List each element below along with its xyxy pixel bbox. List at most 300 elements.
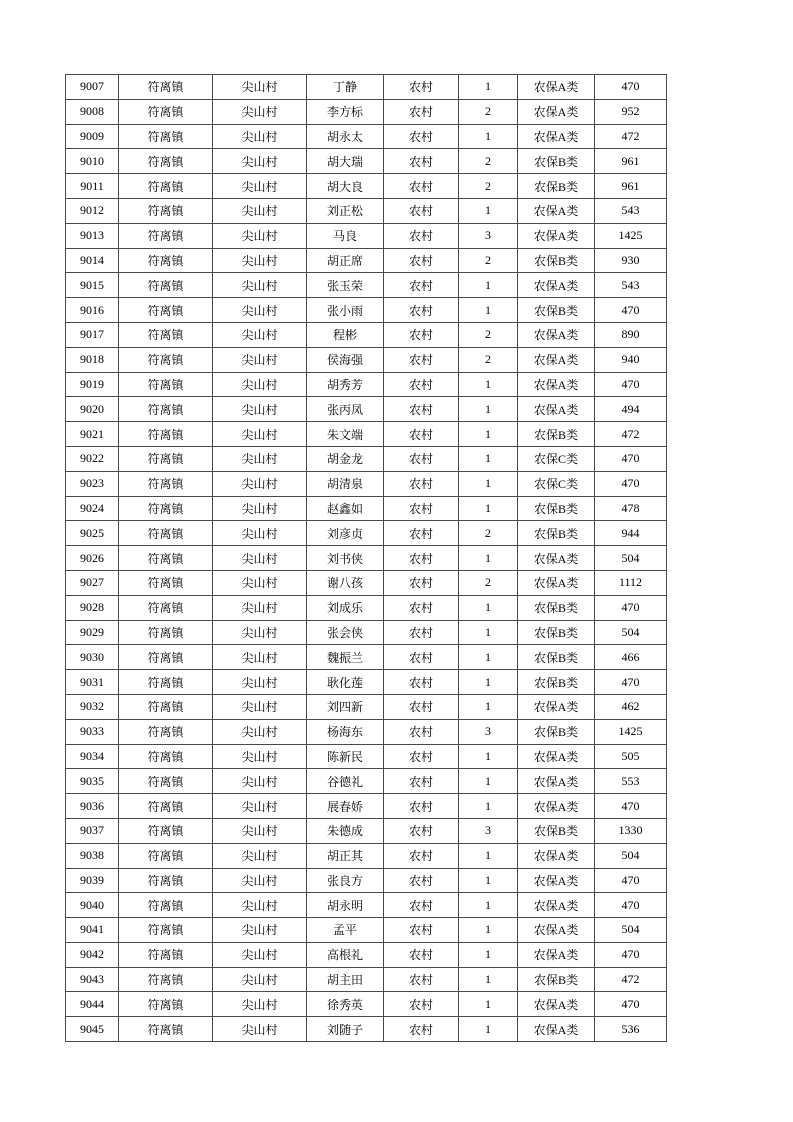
cell-category: 农保A类 (518, 223, 595, 248)
cell-residence: 农村 (384, 99, 459, 124)
cell-village: 尖山村 (213, 620, 307, 645)
cell-category: 农保A类 (518, 918, 595, 943)
cell-town: 符离镇 (119, 744, 213, 769)
cell-amount: 952 (595, 99, 667, 124)
table-row (66, 273, 667, 298)
cell-category: 农保A类 (518, 744, 595, 769)
cell-count: 1 (459, 694, 518, 719)
cell-id: 9021 (66, 422, 119, 447)
cell-village: 尖山村 (213, 843, 307, 868)
cell-village: 尖山村 (213, 967, 307, 992)
cell-name: 丁静 (307, 75, 384, 100)
table-row (66, 818, 667, 843)
cell-id: 9035 (66, 769, 119, 794)
cell-village: 尖山村 (213, 422, 307, 447)
table-body (66, 75, 667, 1042)
cell-name: 谢八孩 (307, 570, 384, 595)
cell-name: 展春娇 (307, 794, 384, 819)
cell-category: 农保A类 (518, 124, 595, 149)
table-row (66, 223, 667, 248)
cell-residence: 农村 (384, 967, 459, 992)
cell-name: 杨海东 (307, 719, 384, 744)
table-row (66, 942, 667, 967)
cell-count: 2 (459, 347, 518, 372)
cell-id: 9023 (66, 471, 119, 496)
cell-name: 刘书侠 (307, 546, 384, 571)
cell-town: 符离镇 (119, 942, 213, 967)
cell-village: 尖山村 (213, 174, 307, 199)
cell-town: 符离镇 (119, 124, 213, 149)
cell-category: 农保A类 (518, 347, 595, 372)
cell-amount: 470 (595, 794, 667, 819)
table-row (66, 372, 667, 397)
cell-category: 农保A类 (518, 769, 595, 794)
cell-id: 9014 (66, 248, 119, 273)
cell-count: 2 (459, 248, 518, 273)
cell-town: 符离镇 (119, 198, 213, 223)
cell-name: 刘四新 (307, 694, 384, 719)
cell-town: 符离镇 (119, 471, 213, 496)
cell-residence: 农村 (384, 769, 459, 794)
cell-count: 1 (459, 769, 518, 794)
cell-residence: 农村 (384, 595, 459, 620)
cell-residence: 农村 (384, 521, 459, 546)
cell-count: 2 (459, 174, 518, 199)
cell-category: 农保B类 (518, 248, 595, 273)
cell-amount: 505 (595, 744, 667, 769)
cell-residence: 农村 (384, 446, 459, 471)
cell-village: 尖山村 (213, 99, 307, 124)
cell-name: 魏振兰 (307, 645, 384, 670)
cell-town: 符离镇 (119, 620, 213, 645)
cell-category: 农保C类 (518, 471, 595, 496)
cell-id: 9011 (66, 174, 119, 199)
cell-name: 朱德成 (307, 818, 384, 843)
cell-count: 1 (459, 744, 518, 769)
table-row (66, 868, 667, 893)
table-row (66, 967, 667, 992)
cell-amount: 470 (595, 670, 667, 695)
cell-residence: 农村 (384, 496, 459, 521)
cell-amount: 543 (595, 198, 667, 223)
cell-id: 9040 (66, 893, 119, 918)
cell-category: 农保B类 (518, 818, 595, 843)
cell-amount: 961 (595, 174, 667, 199)
table-row (66, 174, 667, 199)
cell-village: 尖山村 (213, 570, 307, 595)
cell-id: 9016 (66, 298, 119, 323)
table-row (66, 719, 667, 744)
cell-name: 赵鑫如 (307, 496, 384, 521)
cell-amount: 472 (595, 967, 667, 992)
cell-id: 9027 (66, 570, 119, 595)
cell-residence: 农村 (384, 347, 459, 372)
cell-amount: 504 (595, 918, 667, 943)
cell-name: 孟平 (307, 918, 384, 943)
cell-residence: 农村 (384, 744, 459, 769)
cell-category: 农保A类 (518, 694, 595, 719)
cell-town: 符离镇 (119, 967, 213, 992)
table-row (66, 446, 667, 471)
cell-village: 尖山村 (213, 694, 307, 719)
cell-name: 高根礼 (307, 942, 384, 967)
cell-amount: 536 (595, 1017, 667, 1042)
cell-town: 符离镇 (119, 694, 213, 719)
cell-id: 9020 (66, 397, 119, 422)
cell-village: 尖山村 (213, 546, 307, 571)
cell-residence: 农村 (384, 372, 459, 397)
cell-id: 9026 (66, 546, 119, 571)
cell-category: 农保B类 (518, 967, 595, 992)
cell-residence: 农村 (384, 645, 459, 670)
cell-category: 农保A类 (518, 198, 595, 223)
cell-amount: 470 (595, 595, 667, 620)
cell-count: 1 (459, 620, 518, 645)
cell-village: 尖山村 (213, 198, 307, 223)
table-row (66, 422, 667, 447)
cell-count: 2 (459, 521, 518, 546)
cell-village: 尖山村 (213, 595, 307, 620)
cell-town: 符离镇 (119, 992, 213, 1017)
cell-village: 尖山村 (213, 75, 307, 100)
cell-town: 符离镇 (119, 893, 213, 918)
cell-count: 1 (459, 868, 518, 893)
cell-amount: 472 (595, 124, 667, 149)
cell-name: 胡大瑞 (307, 149, 384, 174)
cell-id: 9024 (66, 496, 119, 521)
table-row (66, 694, 667, 719)
cell-name: 刘随子 (307, 1017, 384, 1042)
cell-village: 尖山村 (213, 818, 307, 843)
cell-count: 1 (459, 595, 518, 620)
cell-count: 3 (459, 719, 518, 744)
cell-name: 胡秀芳 (307, 372, 384, 397)
table-row (66, 347, 667, 372)
cell-count: 1 (459, 967, 518, 992)
cell-amount: 470 (595, 893, 667, 918)
cell-amount: 1425 (595, 719, 667, 744)
cell-town: 符离镇 (119, 75, 213, 100)
table-row (66, 570, 667, 595)
cell-village: 尖山村 (213, 719, 307, 744)
cell-count: 1 (459, 546, 518, 571)
cell-amount: 470 (595, 75, 667, 100)
cell-village: 尖山村 (213, 298, 307, 323)
table-row (66, 248, 667, 273)
cell-id: 9012 (66, 198, 119, 223)
cell-name: 胡正其 (307, 843, 384, 868)
cell-category: 农保A类 (518, 546, 595, 571)
cell-town: 符离镇 (119, 99, 213, 124)
cell-category: 农保A类 (518, 99, 595, 124)
cell-village: 尖山村 (213, 446, 307, 471)
cell-count: 1 (459, 496, 518, 521)
cell-name: 张丙凤 (307, 397, 384, 422)
cell-amount: 466 (595, 645, 667, 670)
cell-amount: 504 (595, 546, 667, 571)
cell-residence: 农村 (384, 893, 459, 918)
cell-count: 1 (459, 645, 518, 670)
cell-town: 符离镇 (119, 149, 213, 174)
cell-count: 1 (459, 446, 518, 471)
cell-id: 9031 (66, 670, 119, 695)
cell-residence: 农村 (384, 322, 459, 347)
cell-village: 尖山村 (213, 1017, 307, 1042)
cell-residence: 农村 (384, 670, 459, 695)
cell-count: 1 (459, 918, 518, 943)
table-row (66, 471, 667, 496)
cell-name: 张良方 (307, 868, 384, 893)
cell-category: 农保A类 (518, 843, 595, 868)
cell-amount: 470 (595, 992, 667, 1017)
cell-id: 9034 (66, 744, 119, 769)
cell-id: 9032 (66, 694, 119, 719)
cell-id: 9008 (66, 99, 119, 124)
table-row (66, 645, 667, 670)
cell-name: 朱文端 (307, 422, 384, 447)
cell-town: 符离镇 (119, 273, 213, 298)
cell-town: 符离镇 (119, 843, 213, 868)
cell-residence: 农村 (384, 818, 459, 843)
cell-category: 农保A类 (518, 794, 595, 819)
cell-name: 马良 (307, 223, 384, 248)
cell-village: 尖山村 (213, 322, 307, 347)
cell-town: 符离镇 (119, 818, 213, 843)
cell-amount: 478 (595, 496, 667, 521)
table-row (66, 794, 667, 819)
cell-residence: 农村 (384, 149, 459, 174)
cell-count: 2 (459, 570, 518, 595)
cell-residence: 农村 (384, 198, 459, 223)
cell-town: 符离镇 (119, 397, 213, 422)
cell-residence: 农村 (384, 397, 459, 422)
cell-amount: 470 (595, 446, 667, 471)
cell-count: 1 (459, 397, 518, 422)
table-row (66, 496, 667, 521)
cell-village: 尖山村 (213, 670, 307, 695)
cell-category: 农保B类 (518, 149, 595, 174)
cell-town: 符离镇 (119, 719, 213, 744)
table-row (66, 124, 667, 149)
table-row (66, 918, 667, 943)
cell-amount: 1112 (595, 570, 667, 595)
cell-id: 9042 (66, 942, 119, 967)
cell-town: 符离镇 (119, 372, 213, 397)
cell-amount: 940 (595, 347, 667, 372)
cell-town: 符离镇 (119, 546, 213, 571)
cell-town: 符离镇 (119, 794, 213, 819)
cell-category: 农保B类 (518, 521, 595, 546)
cell-town: 符离镇 (119, 868, 213, 893)
cell-residence: 农村 (384, 273, 459, 298)
cell-residence: 农村 (384, 942, 459, 967)
cell-count: 1 (459, 422, 518, 447)
cell-residence: 农村 (384, 1017, 459, 1042)
cell-residence: 农村 (384, 570, 459, 595)
cell-village: 尖山村 (213, 744, 307, 769)
cell-category: 农保B类 (518, 595, 595, 620)
cell-category: 农保A类 (518, 992, 595, 1017)
table-row (66, 298, 667, 323)
cell-category: 农保A类 (518, 1017, 595, 1042)
cell-name: 胡金龙 (307, 446, 384, 471)
cell-town: 符离镇 (119, 422, 213, 447)
cell-name: 侯海强 (307, 347, 384, 372)
cell-category: 农保C类 (518, 446, 595, 471)
cell-residence: 农村 (384, 794, 459, 819)
cell-name: 陈新民 (307, 744, 384, 769)
cell-id: 9028 (66, 595, 119, 620)
cell-residence: 农村 (384, 992, 459, 1017)
cell-id: 9045 (66, 1017, 119, 1042)
cell-amount: 1425 (595, 223, 667, 248)
cell-count: 1 (459, 942, 518, 967)
cell-name: 李方标 (307, 99, 384, 124)
cell-id: 9007 (66, 75, 119, 100)
cell-village: 尖山村 (213, 645, 307, 670)
table-row (66, 1017, 667, 1042)
cell-id: 9013 (66, 223, 119, 248)
cell-town: 符离镇 (119, 670, 213, 695)
table-row (66, 595, 667, 620)
cell-amount: 472 (595, 422, 667, 447)
cell-id: 9037 (66, 818, 119, 843)
cell-count: 3 (459, 223, 518, 248)
cell-name: 胡永明 (307, 893, 384, 918)
cell-amount: 930 (595, 248, 667, 273)
cell-amount: 470 (595, 372, 667, 397)
roster-table (65, 74, 667, 1042)
cell-category: 农保A类 (518, 322, 595, 347)
cell-amount: 470 (595, 942, 667, 967)
cell-category: 农保B类 (518, 645, 595, 670)
cell-village: 尖山村 (213, 992, 307, 1017)
cell-village: 尖山村 (213, 347, 307, 372)
cell-name: 张玉荣 (307, 273, 384, 298)
cell-count: 1 (459, 471, 518, 496)
table-row (66, 521, 667, 546)
cell-residence: 农村 (384, 124, 459, 149)
cell-residence: 农村 (384, 546, 459, 571)
cell-count: 3 (459, 818, 518, 843)
cell-residence: 农村 (384, 223, 459, 248)
cell-name: 徐秀英 (307, 992, 384, 1017)
cell-name: 刘正松 (307, 198, 384, 223)
cell-name: 胡主田 (307, 967, 384, 992)
cell-id: 9015 (66, 273, 119, 298)
cell-id: 9036 (66, 794, 119, 819)
cell-name: 胡清泉 (307, 471, 384, 496)
table-row (66, 99, 667, 124)
cell-amount: 470 (595, 471, 667, 496)
cell-town: 符离镇 (119, 645, 213, 670)
cell-village: 尖山村 (213, 223, 307, 248)
cell-amount: 504 (595, 843, 667, 868)
cell-amount: 1330 (595, 818, 667, 843)
cell-town: 符离镇 (119, 322, 213, 347)
cell-town: 符离镇 (119, 347, 213, 372)
cell-count: 1 (459, 992, 518, 1017)
cell-category: 农保A类 (518, 868, 595, 893)
table-row (66, 198, 667, 223)
cell-category: 农保A类 (518, 397, 595, 422)
cell-village: 尖山村 (213, 124, 307, 149)
cell-amount: 944 (595, 521, 667, 546)
cell-category: 农保A类 (518, 372, 595, 397)
table-row (66, 744, 667, 769)
cell-category: 农保A类 (518, 75, 595, 100)
cell-village: 尖山村 (213, 942, 307, 967)
cell-category: 农保A类 (518, 893, 595, 918)
cell-id: 9041 (66, 918, 119, 943)
cell-amount: 890 (595, 322, 667, 347)
cell-town: 符离镇 (119, 570, 213, 595)
cell-town: 符离镇 (119, 595, 213, 620)
cell-category: 农保B类 (518, 496, 595, 521)
cell-name: 胡大良 (307, 174, 384, 199)
cell-category: 农保A类 (518, 570, 595, 595)
cell-village: 尖山村 (213, 893, 307, 918)
cell-residence: 农村 (384, 422, 459, 447)
cell-amount: 470 (595, 298, 667, 323)
cell-amount: 961 (595, 149, 667, 174)
cell-residence: 农村 (384, 248, 459, 273)
cell-count: 1 (459, 843, 518, 868)
cell-id: 9010 (66, 149, 119, 174)
cell-village: 尖山村 (213, 471, 307, 496)
cell-town: 符离镇 (119, 918, 213, 943)
cell-count: 1 (459, 670, 518, 695)
cell-name: 刘成乐 (307, 595, 384, 620)
cell-amount: 494 (595, 397, 667, 422)
cell-town: 符离镇 (119, 521, 213, 546)
cell-town: 符离镇 (119, 298, 213, 323)
table-row (66, 149, 667, 174)
cell-name: 谷德礼 (307, 769, 384, 794)
cell-name: 张会侠 (307, 620, 384, 645)
cell-id: 9039 (66, 868, 119, 893)
cell-amount: 504 (595, 620, 667, 645)
cell-residence: 农村 (384, 620, 459, 645)
table-row (66, 670, 667, 695)
cell-town: 符离镇 (119, 446, 213, 471)
cell-name: 胡正席 (307, 248, 384, 273)
cell-id: 9019 (66, 372, 119, 397)
cell-village: 尖山村 (213, 372, 307, 397)
cell-town: 符离镇 (119, 496, 213, 521)
cell-name: 程彬 (307, 322, 384, 347)
table-row (66, 546, 667, 571)
cell-count: 1 (459, 893, 518, 918)
table-row (66, 75, 667, 100)
cell-residence: 农村 (384, 174, 459, 199)
table-row (66, 620, 667, 645)
cell-residence: 农村 (384, 918, 459, 943)
cell-id: 9044 (66, 992, 119, 1017)
cell-id: 9043 (66, 967, 119, 992)
cell-town: 符离镇 (119, 1017, 213, 1042)
cell-id: 9018 (66, 347, 119, 372)
cell-category: 农保B类 (518, 298, 595, 323)
cell-count: 1 (459, 124, 518, 149)
cell-category: 农保A类 (518, 942, 595, 967)
cell-count: 1 (459, 372, 518, 397)
cell-amount: 553 (595, 769, 667, 794)
cell-id: 9009 (66, 124, 119, 149)
cell-category: 农保B类 (518, 670, 595, 695)
cell-residence: 农村 (384, 471, 459, 496)
cell-count: 1 (459, 273, 518, 298)
